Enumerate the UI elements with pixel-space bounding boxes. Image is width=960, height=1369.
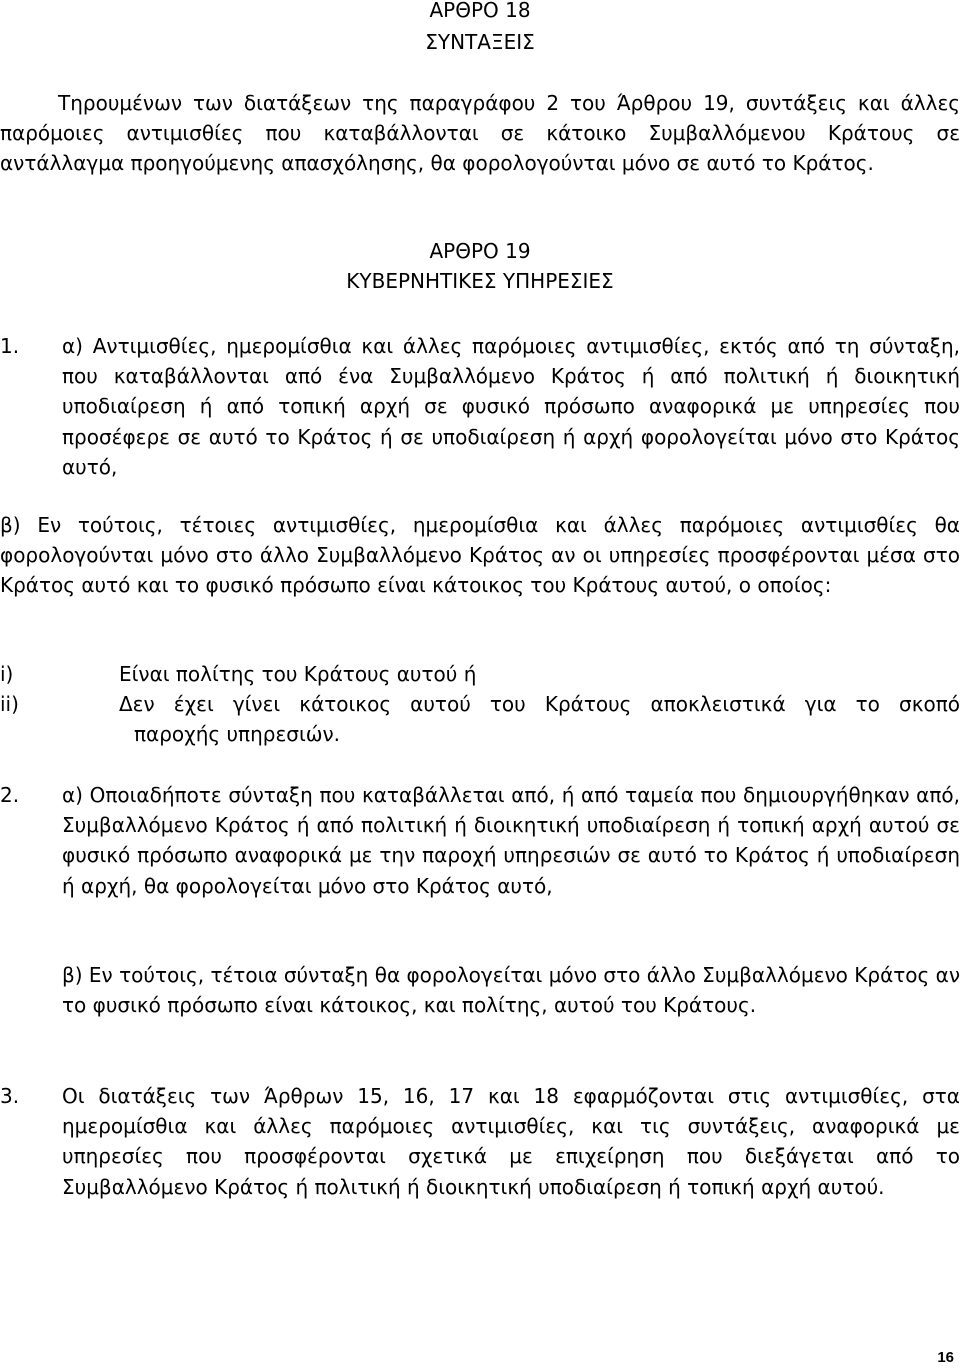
paragraph-1a-text: α) Αντιμισθίες, ημερομίσθια και άλλες παρόμοιες αντιμισθίες, εκτός από τη σύνταξη, που καταβάλλονται από ένα Συμβαλλόμενο Κράτος ή από πολιτική ή διοικητική υποδιαίρεση ή από τοπική αρχή σε φυσικό πρόσωπο αναφορικά με υπηρεσίες που προσέφερε σε αυτό το Κράτος ή σε υποδιαίρεση ή αρχή φορολογείται μόνο στο Κράτος αυτό,: [62, 334, 960, 479]
paragraph-1-number: 1.: [0, 334, 20, 358]
paragraph-2a: [62, 780, 960, 901]
page-number: 16: [937, 1349, 954, 1366]
paragraph-2b: β) Εν τούτοις, τέτοια σύνταξη θα φορολογείται μόνο στο άλλο Συμβαλλόμενο Κράτος αν το φυσικό πρόσωπο είναι κάτοικος, και πολίτης, αυτού του Κράτους.: [62, 963, 960, 1018]
item-ii-text: Δεν έχει γίνει κάτοικος αυτού του Κράτους αποκλειστικά για το σκοπό: [119, 692, 960, 716]
paragraph-3-number: 3.: [0, 1084, 20, 1108]
item-ii-continuation: παροχής υπηρεσιών.: [134, 722, 340, 746]
item-i-label: i): [0, 662, 14, 686]
paragraph-3-text: Οι διατάξεις των Άρθρων 15, 16, 17 και 18 εφαρμόζονται στις αντιμισθίες, στα ημερομίσθια και άλλες παρόμοιες αντιμισθίες, και τις συντάξεις, αναφορικά με υπηρεσίες που προσφέρονται σχετικά με επιχείρηση που διεξάγεται από το Συμβαλλόμενο Κράτος ή πολιτική ή διοικητική υποδιαίρεση ή τοπική αρχή αυτού.: [62, 1084, 960, 1199]
item-i-text: Είναι πολίτης του Κράτους αυτού ή: [119, 662, 477, 686]
paragraph-2-number: 2.: [0, 783, 20, 807]
paragraph-2a-text: α) Οποιαδήποτε σύνταξη που καταβάλλεται από, ή από ταμεία που δημιουργήθηκαν από, Συμβαλλόμενο Κράτος ή από πολιτική ή διοικητική υποδιαίρεση ή τοπική αρχή αυτού σε φυσικό πρόσωπο αναφορικά με την παροχή υπηρεσιών σε αυτό το Κράτος ή υποδιαίρεση ή αρχή, θα φορολογείται μόνο στο Κράτος αυτό,: [62, 783, 960, 898]
paragraph-1b: β) Εν τούτοις, τέτοιες αντιμισθίες, ημερομίσθια και άλλες παρόμοιες αντιμισθίες θα φορολογούνται μόνο στο άλλο Συμβαλλόμενο Κράτος αν οι υπηρεσίες προσφέρονται μέσα στο Κράτος αυτό και το φυσικό πρόσωπο είναι κάτοικος του Κράτους αυτού, ο οποίος:: [0, 513, 960, 598]
article-18-heading: ΑΡΘΡΟ 18: [429, 0, 531, 22]
article-19-heading: ΑΡΘΡΟ 19: [429, 239, 531, 263]
paragraph-1a: [62, 331, 960, 482]
article-18-title: ΣΥΝΤΑΞΕΙΣ: [425, 30, 535, 54]
item-ii-label: ii): [0, 692, 19, 716]
article-19-title: ΚΥΒΕΡΝΗΤΙΚΕΣ ΥΠΗΡΕΣΙΕΣ: [346, 269, 614, 293]
article-18-text: Τηρουμένων των διατάξεων της παραγράφου 2 του Άρθρου 19, συντάξεις και άλλες παρόμοιες αντιμισθίες που καταβάλλονται σε κάτοικο Συμβαλλόμενου Κράτους σε αντάλλαγμα προηγούμενης απασχόλησης, θα φορολογούνται μόνο σε αυτό το Κράτος.: [0, 91, 960, 176]
